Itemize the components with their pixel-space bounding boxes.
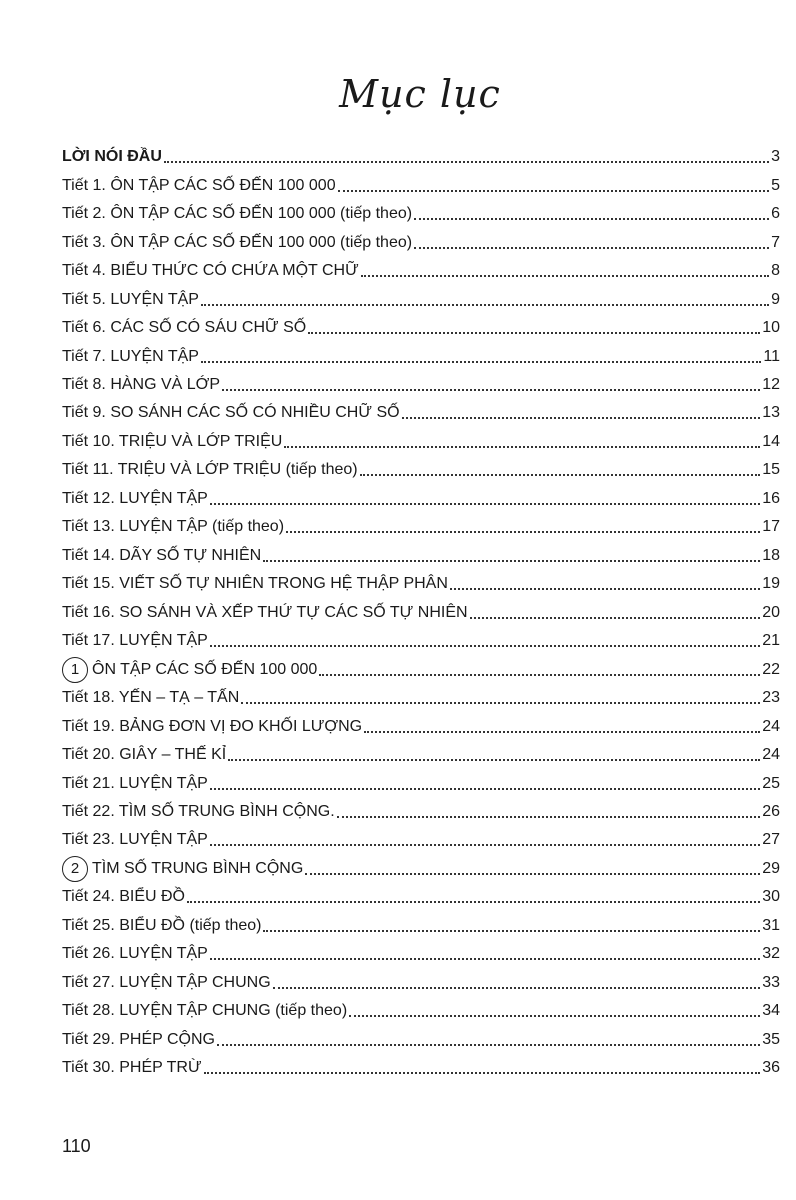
toc-entry-title: Tiết 4. BIỂU THỨC CÓ CHỨA MỘT CHỮ: [62, 262, 359, 280]
dot-leader: [210, 788, 760, 790]
section-number-badge: 1: [62, 657, 88, 683]
dot-leader: [201, 361, 761, 363]
toc-entry-page: 30: [762, 888, 780, 906]
toc-entry: [62, 257, 780, 285]
dot-leader: [164, 161, 769, 163]
dot-leader: [286, 531, 760, 533]
toc-entry-page: 31: [762, 916, 780, 934]
toc-entry: [62, 599, 780, 627]
toc-entry-page: 20: [762, 603, 780, 621]
toc-entry-title: Tiết 8. HÀNG VÀ LỚP: [62, 375, 221, 393]
toc-entry-title: Tiết 5. LUYỆN TẬP: [62, 290, 199, 308]
dot-leader: [263, 560, 760, 562]
toc-entry-page: 13: [762, 404, 780, 422]
toc-entry-label: [62, 177, 336, 195]
dot-leader: [305, 873, 760, 875]
dot-leader: [308, 332, 760, 334]
toc-entry-title: Tiết 10. TRIỆU VÀ LỚP TRIỆU: [62, 432, 283, 450]
toc-entry-title: Tiết 9. SO SÁNH CÁC SỐ CÓ NHIỀU CHỮ SỐ: [62, 404, 400, 422]
toc-entry-page: 32: [762, 945, 780, 963]
dot-leader: [263, 930, 760, 932]
toc-entry-label: [62, 234, 412, 252]
toc-entry-page: 22: [762, 660, 780, 678]
toc-entry-label: [62, 404, 400, 422]
dot-leader: [414, 247, 769, 249]
toc-entry: [62, 171, 780, 199]
dot-leader: [349, 1015, 760, 1017]
toc-entry-title: Tiết 30. PHÉP TRỪ: [62, 1059, 202, 1077]
toc-entry-page: 25: [762, 774, 780, 792]
toc-entry: [62, 1054, 780, 1082]
toc-entry-label: [62, 518, 284, 536]
toc-entry-page: 24: [762, 717, 780, 735]
toc-entry-label: [62, 657, 317, 683]
toc-entry: [62, 997, 780, 1025]
dot-leader: [210, 844, 760, 846]
toc-entry: [62, 627, 780, 655]
dot-leader: [210, 958, 760, 960]
dot-leader: [273, 987, 761, 989]
toc-entry-page: 5: [771, 176, 780, 194]
toc-entry-label: [62, 205, 412, 223]
toc-entry-label: [62, 348, 199, 366]
toc-entry-page: 23: [762, 689, 780, 707]
toc-entry-title: ÔN TẬP CÁC SỐ ĐẾN 100 000: [92, 660, 318, 678]
toc-entry: [62, 855, 780, 883]
page-number: 110: [62, 1136, 91, 1156]
toc-entry: [62, 371, 780, 399]
toc-entry-title: Tiết 15. VIẾT SỐ TỰ NHIÊN TRONG HỆ THẬP PHÂN: [62, 575, 448, 593]
toc-entry-page: 27: [762, 831, 780, 849]
toc-entry-page: 3: [771, 148, 780, 166]
toc-entry-page: 11: [763, 347, 780, 365]
toc-entry-title: Tiết 27. LUYỆN TẬP CHUNG: [62, 973, 271, 991]
toc-entry-label: [62, 803, 335, 821]
toc-entry: [62, 712, 780, 740]
toc-entry: [62, 228, 780, 256]
toc-entry: [62, 655, 780, 683]
toc-entry: [62, 485, 780, 513]
dot-leader: [361, 275, 769, 277]
toc-entry-label: [62, 604, 468, 622]
toc-entry-label: [62, 632, 208, 650]
toc-entry-label: [62, 1031, 215, 1049]
toc-entry-title: TÌM SỐ TRUNG BÌNH CỘNG: [92, 860, 304, 878]
toc-entry: [62, 969, 780, 997]
toc-entry: [62, 200, 780, 228]
toc-entry-page: 36: [762, 1059, 780, 1077]
toc-entry-title: Tiết 18. YẾN – TẠ – TẤN: [62, 689, 240, 707]
dot-leader: [450, 588, 760, 590]
toc-entry-title: Tiết 26. LUYỆN TẬP: [62, 945, 208, 963]
toc-entry-title: Tiết 22. TÌM SỐ TRUNG BÌNH CỘNG.: [62, 803, 335, 821]
toc-entry-title: Tiết 3. ÔN TẬP CÁC SỐ ĐẾN 100 000 (tiếp theo): [62, 233, 413, 251]
toc-entry-label: [62, 1002, 347, 1020]
toc-entry-label: [62, 917, 261, 935]
toc-entry-label: [62, 945, 208, 963]
toc-entry-page: 24: [762, 746, 780, 764]
toc-entry: [62, 456, 780, 484]
toc-entry-label: [62, 490, 208, 508]
toc-entry: [62, 570, 780, 598]
toc-entry: [62, 143, 780, 171]
dot-leader: [201, 304, 769, 306]
toc-entry-title: Tiết 2. ÔN TẬP CÁC SỐ ĐẾN 100 000 (tiếp theo): [62, 205, 413, 223]
toc-entry-label: [62, 148, 162, 166]
toc-entry-page: 18: [762, 546, 780, 564]
dot-leader: [402, 417, 761, 419]
toc-entry-page: 12: [762, 375, 780, 393]
page-title: Mục lục: [339, 72, 501, 116]
toc-entry-label: [62, 775, 208, 793]
section-number-badge: 2: [62, 856, 88, 882]
toc-entry-title: Tiết 23. LUYỆN TẬP: [62, 831, 208, 849]
toc-entry-title: LỜI NÓI ĐẦU: [62, 148, 162, 166]
dot-leader: [228, 759, 760, 761]
dot-leader: [338, 190, 770, 192]
toc-entry-title: Tiết 21. LUYỆN TẬP: [62, 774, 208, 792]
toc-entry-label: [62, 262, 359, 280]
toc-entry-page: 6: [771, 205, 780, 223]
toc-entry: [62, 940, 780, 968]
toc-entry-label: [62, 376, 220, 394]
toc-entry: [62, 285, 780, 313]
toc-entry-label: [62, 831, 208, 849]
toc-entry-page: 7: [771, 233, 780, 251]
table-of-contents: [62, 143, 780, 1082]
toc-entry-page: 17: [762, 518, 780, 536]
toc-entry-title: Tiết 13. LUYỆN TẬP (tiếp theo): [62, 518, 285, 536]
toc-entry-title: Tiết 25. BIỂU ĐỒ (tiếp theo): [62, 916, 262, 934]
toc-entry: [62, 741, 780, 769]
toc-entry-label: [62, 461, 358, 479]
toc-entry-page: 21: [762, 632, 780, 650]
dot-leader: [217, 1044, 760, 1046]
toc-entry-title: Tiết 17. LUYỆN TẬP: [62, 632, 208, 650]
dot-leader: [222, 389, 760, 391]
toc-entry: [62, 798, 780, 826]
toc-entry-label: [62, 575, 448, 593]
toc-entry-title: Tiết 12. LUYỆN TẬP: [62, 489, 208, 507]
toc-entry-page: 19: [762, 575, 780, 593]
toc-entry-title: Tiết 6. CÁC SỐ CÓ SÁU CHỮ SỐ: [62, 319, 307, 337]
dot-leader: [241, 702, 760, 704]
toc-entry-label: [62, 1059, 202, 1077]
dot-leader: [337, 816, 761, 818]
toc-entry-label: [62, 746, 226, 764]
dot-leader: [284, 446, 760, 448]
toc-entry-title: Tiết 11. TRIỆU VÀ LỚP TRIỆU (tiếp theo): [62, 461, 358, 479]
toc-entry-label: [62, 888, 185, 906]
dot-leader: [210, 503, 760, 505]
toc-entry: [62, 684, 780, 712]
toc-entry: [62, 883, 780, 911]
toc-entry-title: Tiết 7. LUYỆN TẬP: [62, 347, 199, 365]
toc-entry-page: 16: [762, 489, 780, 507]
toc-entry: [62, 399, 780, 427]
toc-entry-title: Tiết 29. PHÉP CỘNG: [62, 1030, 215, 1048]
dot-leader: [470, 617, 761, 619]
toc-entry: [62, 1026, 780, 1054]
toc-entry-title: Tiết 20. GIÂY – THẾ KỈ: [62, 746, 227, 764]
dot-leader: [360, 474, 761, 476]
toc-entry: [62, 314, 780, 342]
dot-leader: [210, 645, 760, 647]
toc-entry-page: 35: [762, 1030, 780, 1048]
dot-leader: [414, 218, 769, 220]
toc-entry-title: Tiết 24. BIỂU ĐỒ: [62, 888, 185, 906]
toc-entry: [62, 428, 780, 456]
toc-entry-page: 34: [762, 1002, 780, 1020]
toc-entry-page: 14: [762, 432, 780, 450]
toc-entry-title: Tiết 1. ÔN TẬP CÁC SỐ ĐẾN 100 000: [62, 176, 336, 194]
toc-entry-label: [62, 974, 271, 992]
toc-entry: [62, 513, 780, 541]
dot-leader: [319, 674, 760, 676]
toc-entry-title: Tiết 16. SO SÁNH VÀ XẾP THỨ TỰ CÁC SỐ TỰ NHIÊN: [62, 603, 468, 621]
toc-entry-title: Tiết 28. LUYỆN TẬP CHUNG (tiếp theo): [62, 1002, 348, 1020]
toc-entry: [62, 769, 780, 797]
toc-entry-page: 26: [762, 803, 780, 821]
toc-entry-label: [62, 689, 239, 707]
toc-entry-title: Tiết 19. BẢNG ĐƠN VỊ ĐO KHỐI LƯỢNG: [62, 717, 363, 735]
toc-entry-page: 8: [771, 262, 780, 280]
toc-entry-page: 29: [762, 859, 780, 877]
toc-entry-title: Tiết 14. DÃY SỐ TỰ NHIÊN: [62, 546, 262, 564]
dot-leader: [364, 731, 760, 733]
toc-entry-label: [62, 856, 303, 882]
toc-entry-label: [62, 547, 261, 565]
toc-entry-label: [62, 433, 282, 451]
toc-entry: [62, 542, 780, 570]
dot-leader: [204, 1072, 761, 1074]
toc-entry-label: [62, 718, 362, 736]
dot-leader: [187, 901, 760, 903]
toc-entry: [62, 342, 780, 370]
toc-entry-page: 15: [762, 461, 780, 479]
toc-entry: [62, 912, 780, 940]
toc-entry-label: [62, 319, 306, 337]
toc-entry-page: 10: [762, 319, 780, 337]
toc-entry-page: 9: [771, 290, 780, 308]
toc-entry-label: [62, 291, 199, 309]
toc-entry: [62, 826, 780, 854]
toc-entry-page: 33: [762, 973, 780, 991]
